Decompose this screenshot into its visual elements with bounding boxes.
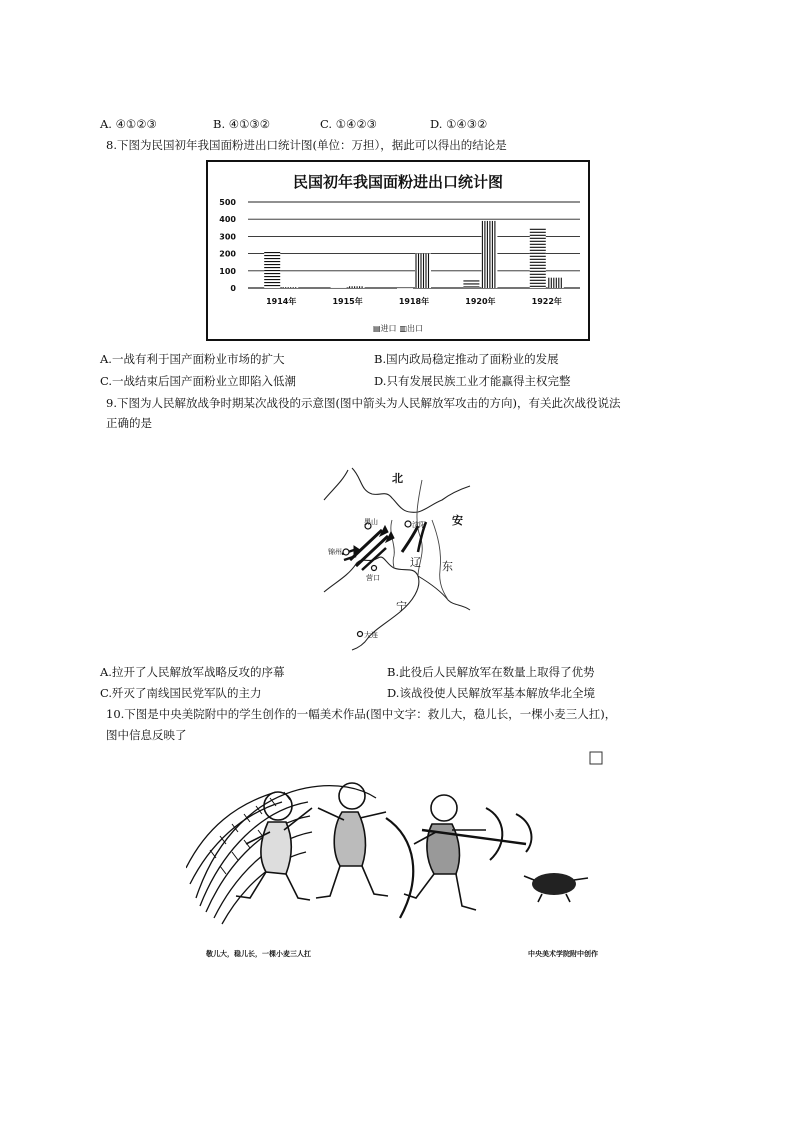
chart-legend: [373, 323, 423, 333]
x-tick-label: 1914年: [266, 297, 297, 306]
flour-chart-svg: [208, 162, 588, 339]
y-tick-label: 300: [219, 232, 236, 242]
q8-option-a[interactable]: A.一战有利于国产面粉业市场的扩大: [100, 352, 285, 366]
bar-import: [264, 251, 280, 288]
q8-option-b[interactable]: B.国内政局稳定推动了面粉业的发展: [374, 352, 559, 366]
q9-stem-line2: 正确的是: [106, 416, 152, 430]
map-label-shenyang: 沈阳: [412, 521, 426, 529]
q9-option-b[interactable]: B.此役后人民解放军在数量上取得了优势: [387, 665, 595, 679]
map-label-heishan: 黑山: [364, 518, 378, 526]
q9-option-c[interactable]: C.歼灭了南线国民党军队的主力: [100, 686, 262, 700]
q7-option-b[interactable]: B. ④①③②: [213, 117, 271, 131]
y-tick-label: 400: [219, 215, 236, 225]
bar-import: [397, 288, 413, 289]
bar-export: [415, 254, 431, 288]
x-tick-label: 1918年: [398, 297, 430, 306]
q8-option-c[interactable]: C.一战结束后国产面粉业立即陷入低潮: [100, 374, 297, 388]
q8-stem: 8.下图为民国初年我国面粉进出口统计图(单位：万担），据此可以得出的结论是: [106, 138, 507, 152]
q9-stem-line1: 9.下图为人民解放战争时期某次战役的示意图(图中箭头为人民解放军攻击的方向)，有关此次战役说法: [106, 396, 621, 410]
y-tick-label: 0: [230, 284, 236, 293]
y-tick-label: 200: [219, 249, 236, 259]
map-label-dalian: 大连: [364, 631, 378, 639]
map-label-dong: 东: [442, 560, 453, 573]
q7-option-d[interactable]: D. ①④③②: [430, 117, 488, 131]
chart-title: 民国初年我国面粉进出口统计图: [292, 173, 504, 191]
q7-option-a[interactable]: A. ④①②③: [100, 117, 157, 131]
artwork-svg: [186, 748, 606, 968]
q10-stem-line2: 图中信息反映了: [106, 728, 187, 742]
artwork-caption-right: 中央美术学院附中创作: [528, 950, 598, 958]
bar-export: [548, 278, 564, 288]
map-label-jinzhou: 锦州: [328, 548, 342, 556]
y-tick-label: 500: [219, 198, 236, 207]
map-label-an: 安: [452, 514, 463, 527]
bar-export: [481, 221, 497, 288]
x-tick-label: 1920年: [465, 297, 496, 306]
bar-body: [331, 287, 347, 288]
q9-option-d[interactable]: D.该战役使人民解放军基本解放华北全境: [387, 686, 595, 700]
bar-import: [530, 228, 546, 288]
map-label-liao: 辽: [410, 556, 421, 569]
bar-export: [349, 286, 365, 288]
x-tick-label: 1915年: [332, 297, 363, 306]
legend-import: ▤进口: [372, 324, 397, 333]
battle-map: [322, 460, 472, 653]
legend-export: ▥出口: [399, 324, 424, 333]
bar-body: [530, 228, 546, 288]
artwork-caption-left: 敬儿大，稳儿长，一棵小麦三人扛: [206, 950, 311, 958]
q7-option-c[interactable]: C. ①④②③: [320, 117, 377, 131]
bar-export: [282, 287, 298, 288]
x-tick-label: 1922年: [531, 297, 562, 306]
y-tick-label: 100: [219, 266, 236, 276]
battle-map-svg: [322, 460, 472, 653]
q9-option-a[interactable]: A.拉开了人民解放军战略反攻的序幕: [100, 665, 285, 679]
map-label-yingkou: 营口: [366, 574, 380, 582]
artwork-image: [186, 748, 606, 968]
bar-import: [463, 279, 479, 288]
q10-stem-line1: 10.下图是中央美院附中的学生创作的一幅美术作品(图中文字：救儿大，稳儿长，一棵小麦三人扛)，: [106, 707, 617, 721]
q8-option-d[interactable]: D.只有发展民族工业才能赢得主权完整: [374, 374, 571, 388]
bar-import: [331, 287, 347, 288]
flour-chart: [206, 160, 590, 341]
bar-body: [397, 288, 413, 289]
map-label-north: 北: [392, 472, 403, 485]
map-label-ning: 宁: [396, 600, 407, 613]
